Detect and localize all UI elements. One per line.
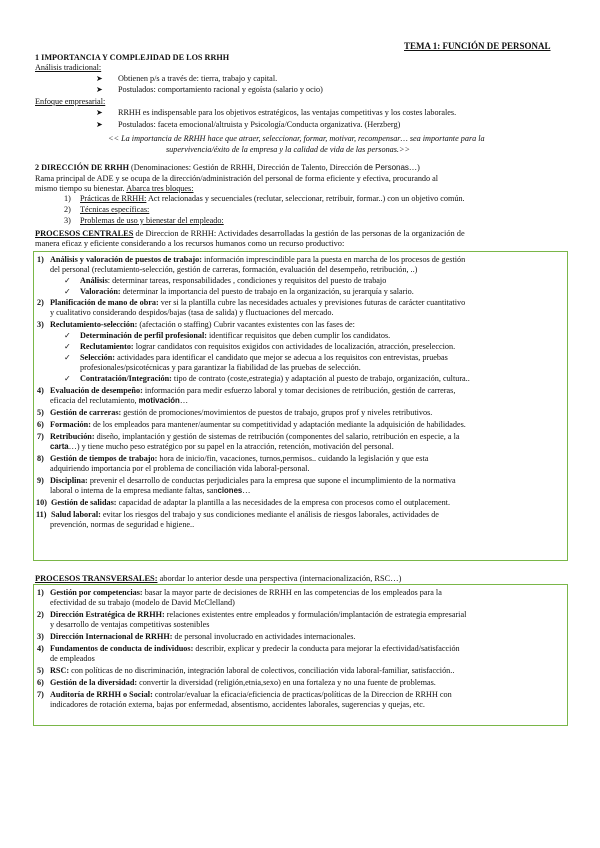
sub-item (80, 342, 455, 352)
item-number: 5) (37, 408, 44, 417)
item-emphasis: motivación (138, 396, 180, 405)
item-text-cont (50, 442, 394, 452)
item-term: Planificación de mano de obra: (50, 298, 159, 307)
traditional-label: Análisis tradicional: (35, 63, 102, 72)
item-text-cont: efectividad de su trabajo (modelo de David McClelland) (50, 598, 235, 607)
item-text-cont: y cualitativo considerando despidos/bajas (tasa de salida) y fluctuaciones del mercado. (50, 308, 334, 317)
central-item (50, 420, 466, 430)
check-icon: ✓ (64, 287, 71, 296)
central-processes-intro-text: de Direccion de RRHH: Actividades desarrolladas la gestión de las personas de la organización de (133, 229, 465, 238)
sub-item-term: Contratación/Integración: (80, 374, 172, 383)
item-text-cont: del personal (reclutamiento-selección, gestión de carreras, formación, evaluación del desempeño, retribución, ..) (50, 265, 418, 274)
item-term: Evaluación de desempeño: (50, 386, 143, 395)
item-number: 3) (37, 632, 44, 641)
item-text-cont (50, 396, 188, 406)
item-term: RSC: (50, 666, 70, 675)
traditional-item: Postulados: comportamiento racional y egoísta (salario y ocio) (118, 85, 323, 94)
item-text: convertir la diversidad (religión,etnia,sexo) en una fortaleza y no una fuente de problemas. (137, 678, 436, 687)
transversal-item (50, 644, 460, 654)
item-emphasis: ciones (217, 486, 243, 495)
sub-item-term: Determinación de perfil profesional: (80, 331, 207, 340)
item-term: Disciplina: (50, 476, 88, 485)
sub-item-term: Análisis (80, 276, 108, 285)
block-number: 2) (64, 205, 71, 214)
business-item: RRHH es indispensable para los objetivos estratégicos, las ventajas competitivas y los costes laborales. (118, 108, 457, 117)
quote-line: supervivencia/éxito de la empresa y la calidad de vida de las personas.>> (166, 145, 411, 154)
transversal-item (50, 678, 436, 688)
item-text: de personal involucrado en actividades internacionales. (172, 632, 356, 641)
arrow-bullet-icon: ➤ (96, 120, 103, 129)
item-term: Dirección Estratégica de RRHH: (50, 610, 165, 619)
section-2-title (35, 163, 420, 173)
central-item (50, 320, 355, 330)
section-2-title-end: …) (408, 163, 420, 172)
block-number: 3) (64, 216, 71, 225)
item-text: hora de inicio/fin, vacaciones, turnos,permisos.. cuidando la legislación y que esta (157, 454, 429, 463)
arrow-bullet-icon: ➤ (96, 85, 103, 94)
central-item (51, 510, 439, 520)
transversal-item (50, 610, 466, 620)
transversal-item (50, 690, 452, 700)
quote-line: << La importancia de RRHH hace que atraer, seleccionar, formar, motivar, recompensar… sea importante para la (108, 134, 485, 143)
sub-item-text: determinar la importancia del puesto de trabajo en la organización, su jerarquía y salario. (120, 287, 414, 296)
sub-item (80, 331, 390, 341)
item-emphasis: carta (50, 442, 69, 451)
block-label: Prácticas de RRHH: (80, 194, 147, 203)
item-number: 2) (37, 298, 44, 307)
business-item: Postulados: faceta emocional/altruista y Psicología/Conducta organizativa. (Herzberg) (118, 120, 401, 129)
sub-item-term: Reclutamiento: (80, 342, 134, 351)
item-text-cont: adquiriendo importancia por el problema de conciliación vida laboral-personal. (50, 464, 310, 473)
section-1-title: 1 IMPORTANCIA Y COMPLEJIDAD DE LOS RRHH (35, 53, 230, 62)
item-term: Formación: (50, 420, 91, 429)
item-number: 10) (36, 498, 47, 507)
item-text: ver si la plantilla cubre las necesidades actuales y previsiones futuras de carácter cuantitativo (158, 298, 466, 307)
item-text-cont: prevención, normas de seguridad e higiene.. (50, 520, 195, 529)
item-number: 3) (37, 320, 44, 329)
sub-item-text: actividades para identificar el candidato que mejor se adecua a los requisitos con entrevistas, pruebas (115, 353, 448, 362)
item-term: Fundamentos de conducta de individuos: (50, 644, 194, 653)
item-text: … (179, 396, 189, 405)
item-text-cont (50, 486, 250, 496)
item-number: 11) (36, 510, 47, 519)
item-term: Gestión de la diversidad: (50, 678, 138, 687)
item-number: 8) (37, 454, 44, 463)
central-processes-intro-cont: manera eficaz y eficiente considerando a los recursos humanos como un recurso productivo: (35, 239, 345, 248)
item-text: basar la mayor parte de decisiones de RRHH en las competencias de los empleados para la (142, 588, 442, 597)
item-text: … (242, 486, 251, 495)
section-2-title-rest: (Denominaciones: Gestión de RRHH, Dirección de Talento, Dirección (128, 163, 364, 172)
item-text: capacidad de adaptar la plantilla a las necesidades de la empresa con procesos como el outplacement. (116, 498, 451, 507)
item-term: Análisis y valoración de puestos de trabajo: (50, 255, 202, 264)
section-2-title-emph: de Personas (364, 163, 409, 172)
item-text-cont: indicadores de rotación externa, bajas por enfermedad, absentismo, accidentes laborales, sugerencias y quejas, etc. (50, 700, 425, 709)
check-icon: ✓ (64, 374, 71, 383)
item-term: Auditoría de RRHH o Social: (50, 690, 153, 699)
item-text: gestión de promociones/movimientos de puestos de trabajo, grupos prof y niveles retributivos. (121, 408, 433, 417)
central-item (50, 255, 465, 265)
item-term: Gestión de carreras: (50, 408, 122, 417)
central-item (50, 408, 432, 418)
item-term: Retribución: (50, 432, 95, 441)
section-2-paragraph-text: mismo tiempo su bienestar. (35, 184, 127, 193)
sub-item-text: lograr candidatos con requisitos exigidos con actividades de localización, atracción, preseleccion. (133, 342, 456, 351)
sub-item-text: tipo de contrato (coste,estrategia) y adaptación al puesto de trabajo, organización, cultura.. (171, 374, 470, 383)
item-text: eficacia del reclutamiento, (50, 396, 139, 405)
item-term: Salud laboral: (51, 510, 101, 519)
item-text: laboral o interna de la empresa mediante faltas, san (50, 486, 218, 495)
central-item (50, 432, 460, 442)
sub-item (80, 374, 470, 384)
sub-item-term: Valoración: (80, 287, 121, 296)
check-icon: ✓ (64, 276, 71, 285)
item-number: 6) (37, 420, 44, 429)
item-number: 2) (37, 610, 44, 619)
sub-item-term: Selección: (80, 353, 116, 362)
sub-item (80, 353, 448, 363)
item-term: Dirección Internacional de RRHH: (50, 632, 173, 641)
central-processes-intro (35, 229, 465, 239)
transversal-item (50, 666, 454, 676)
transversal-item (50, 588, 442, 598)
item-text: (afectación o staffing) Cubrir vacantes existentes con las fases de: (137, 320, 355, 329)
item-text: relaciones existentes entre empleados y formulación/implantación de estrategia empresarial (164, 610, 467, 619)
block-label: Técnicas específicas: (80, 205, 150, 214)
transversal-processes-title: PROCESOS TRANSVERSALES: (35, 574, 158, 583)
item-number: 1) (37, 255, 44, 264)
item-number: 6) (37, 678, 44, 687)
document-title: TEMA 1: FUNCIÓN DE PERSONAL (404, 41, 551, 51)
arrow-bullet-icon: ➤ (96, 108, 103, 117)
item-number: 4) (37, 386, 44, 395)
item-text: diseño, implantación y gestión de sistemas de retribución (componentes del salario, retribución en especie, a la (94, 432, 460, 441)
sub-item-text: : determinar tareas, responsabilidades , condiciones y requisitos del puesto de trabajo (107, 276, 387, 285)
blocks-label: Abarca tres bloques: (126, 184, 194, 193)
section-2-paragraph: Rama principal de ADE y se ocupa de la dirección/administración del personal de forma eficiente y efectiva, procurando al (35, 174, 439, 183)
check-icon: ✓ (64, 342, 71, 351)
item-text: de los empleados para mantener/aumentar su competitividad y adaptación mediante la adquisición de habilidades. (90, 420, 466, 429)
sub-item-text-cont: profesionales/psicotécnicas y para garantizar la fiabilidad de las pruebas de selección. (80, 363, 361, 372)
section-2-title-bold: 2 DIRECCIÓN DE RRHH (35, 163, 129, 172)
check-icon: ✓ (64, 353, 71, 362)
item-term: Reclutamiento-selección: (50, 320, 138, 329)
block-item (80, 194, 465, 204)
transversal-processes-intro (35, 574, 401, 584)
item-term: Gestión de salidas: (51, 498, 117, 507)
item-text-cont: y desarrollo de ventajas competitivas sostenibles (50, 620, 210, 629)
central-item (51, 498, 450, 508)
item-text: información imprescindible para la puesta en marcha de los procesos de gestión (201, 255, 466, 264)
item-number: 4) (37, 644, 44, 653)
item-number: 5) (37, 666, 44, 675)
sub-item-text: identificar requisitos que deben cumplir los candidatos. (206, 331, 391, 340)
item-text: con políticas de no discriminación, integración laboral de colectivos, conciliación vida laboral-familiar, satisfacción.. (69, 666, 455, 675)
block-text: Act relacionadas y secuenciales (reclutar, seleccionar, retribuir, formar..) con un objetivo común. (146, 194, 465, 203)
central-processes-title: PROCESOS CENTRALES (35, 229, 134, 238)
item-number: 7) (37, 690, 44, 699)
block-number: 1) (64, 194, 71, 203)
central-item (50, 298, 465, 308)
check-icon: ✓ (64, 331, 71, 340)
arrow-bullet-icon: ➤ (96, 74, 103, 83)
sub-item (80, 276, 386, 286)
item-text: prevenir el desarrollo de conductas perjudiciales para la empresa que supone el incumplimiento de la normativa (87, 476, 456, 485)
business-label: Enfoque empresarial: (35, 97, 106, 106)
item-text: evitar los riesgos del trabajo y sus condiciones mediante el análisis de riesgos laborales, actividades de (100, 510, 439, 519)
section-2-paragraph-cont (35, 184, 194, 194)
sub-item (80, 287, 414, 297)
item-text: información para medir esfuerzo laboral y tomar decisiones de retribución, gestión de carreras, (142, 386, 456, 395)
item-text: …) y tiene mucho peso estratégico por su papel en la atracción, retención, motivación del personal. (68, 442, 394, 451)
item-term: Gestión de tiempos de trabajo: (50, 454, 158, 463)
item-number: 7) (37, 432, 44, 441)
transversal-processes-intro-text: abordar lo anterior desde una perspectiva (internacionalización, RSC…) (157, 574, 402, 583)
transversal-item (50, 632, 355, 642)
item-text: describir, explicar y predecir la conducta para mejorar la efectividad/satisfacción (193, 644, 460, 653)
item-number: 9) (37, 476, 44, 485)
block-label: Problemas de uso y bienestar del empleado: (80, 216, 224, 225)
item-term: Gestión por competencias: (50, 588, 143, 597)
traditional-item: Obtienen p/s a través de: tierra, trabajo y capital. (118, 74, 278, 83)
item-text: controlar/evaluar la eficacia/eficiencia de practicas/políticas de la Direccion de RRHH con (152, 690, 452, 699)
central-item (50, 386, 455, 396)
item-text-cont: de empleados (50, 654, 95, 663)
central-item (50, 476, 456, 486)
central-item (50, 454, 428, 464)
item-number: 1) (37, 588, 44, 597)
